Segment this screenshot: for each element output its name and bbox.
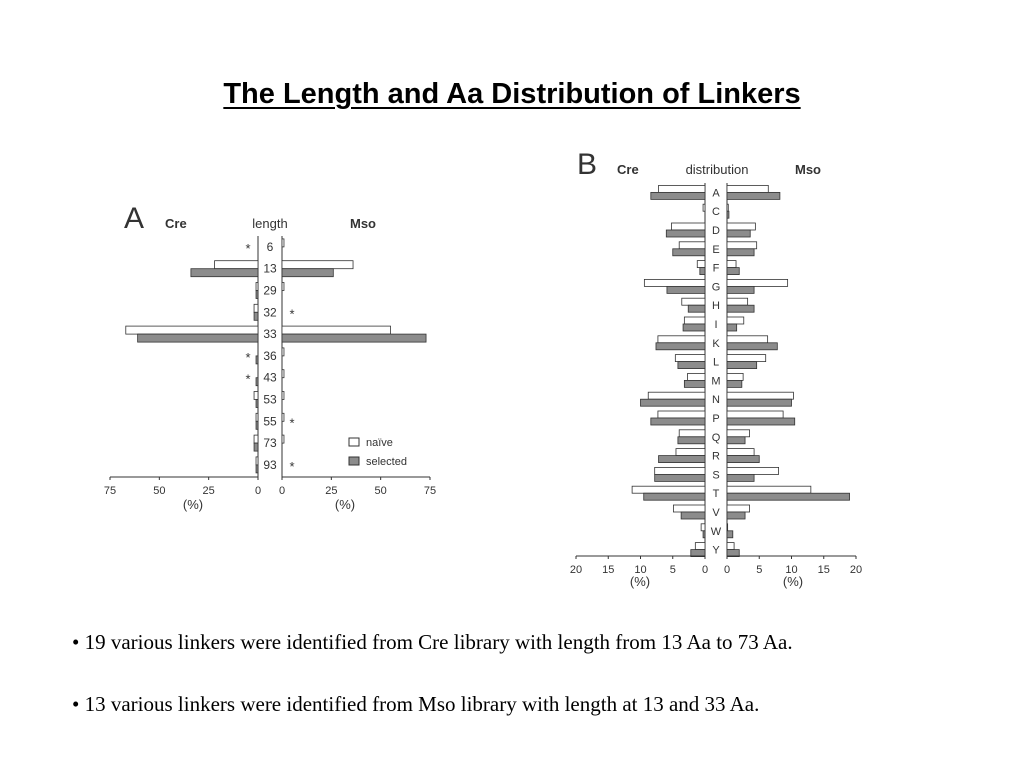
- chart-a-tick-label-left: 0: [254, 485, 262, 497]
- chart-b-bar-left-selected: [673, 249, 705, 256]
- chart-b-category-label: M: [711, 375, 721, 388]
- chart-b-bar-left-naive: [658, 336, 705, 343]
- chart-b-category-label: N: [712, 394, 720, 407]
- chart-b-bar-left-naive: [671, 223, 705, 230]
- chart-b-category-label: F: [712, 262, 720, 275]
- chart-b-category-label: Y: [712, 544, 720, 557]
- chart-b-tick-label-left: 10: [634, 564, 647, 576]
- chart-a-category-label: 73: [263, 436, 277, 451]
- chart-b-category-label: Q: [711, 431, 721, 444]
- chart-b-bar-left-selected: [684, 380, 705, 387]
- bullet-item: • 19 various linkers were identified from Cre library with length from 13 Aa to 73 Aa.: [72, 630, 793, 654]
- chart-a-asterisk: *: [289, 306, 295, 322]
- chart-b-bar-right-naive: [727, 261, 736, 268]
- chart-b-bar-right-naive: [727, 392, 793, 399]
- chart-b-bar-right-selected: [727, 249, 754, 256]
- chart-b-bar-left-naive: [679, 430, 705, 437]
- chart-b-bar-right-selected: [727, 343, 777, 350]
- chart-b-category-label: H: [712, 300, 720, 313]
- chart-b-bar-left-selected: [644, 493, 705, 500]
- chart-a-unit-right: (%): [334, 497, 356, 512]
- chart-a-center-label: length: [252, 216, 288, 231]
- chart-b-category-label: V: [712, 507, 720, 519]
- chart-b-unit-right: (%): [782, 574, 804, 589]
- chart-b-bar-left-naive: [659, 185, 705, 192]
- chart-b-bar-left-naive: [655, 467, 705, 474]
- chart-b-category-label: R: [712, 450, 720, 463]
- chart-b-bar-right-naive: [727, 486, 811, 493]
- chart-b-bar-right-selected: [727, 456, 759, 463]
- chart-b-tick-label-right: 15: [817, 564, 830, 576]
- chart-b-bar-left-naive: [648, 392, 705, 399]
- chart-b-bar-right-naive: [727, 185, 768, 192]
- chart-b-category-label: W: [710, 525, 722, 538]
- legend-label-naive: naïve: [366, 437, 393, 449]
- chart-b-bar-left-selected: [656, 343, 705, 350]
- chart-b-bar-left-naive: [632, 486, 705, 493]
- chart-b-bar-left-selected: [667, 286, 705, 293]
- chart-a-left-label: Cre: [165, 216, 187, 231]
- chart-b-bar-right-naive: [727, 336, 768, 343]
- chart-b-bar-left-selected: [678, 437, 705, 444]
- chart-a-asterisk: *: [289, 415, 295, 431]
- chart-a-category-label: 32: [263, 305, 277, 320]
- chart-b-bar-right-naive: [727, 524, 728, 531]
- chart-a-tick-label-left: 25: [202, 485, 215, 497]
- chart-b-bar-left-selected: [651, 192, 705, 199]
- chart-b-category-label: T: [712, 488, 720, 501]
- chart-a-tick-label-right: 0: [278, 485, 286, 497]
- chart-b-tick-label-right: 5: [756, 564, 763, 576]
- chart-b-bar-right-selected: [727, 380, 742, 387]
- chart-b-bar-right-naive: [727, 279, 788, 286]
- chart-a-tick-label-right: 75: [423, 485, 437, 497]
- chart-b-bar-left-naive: [684, 317, 705, 324]
- chart-a-category-label: 13: [263, 261, 277, 276]
- chart-b-bar-right-naive: [727, 204, 728, 211]
- chart-b-bar-right-naive: [727, 242, 757, 249]
- chart-b-bar-right-naive: [727, 543, 734, 550]
- chart-b-bar-right-selected: [727, 286, 754, 293]
- chart-a-category-label: 53: [263, 392, 277, 407]
- bullet-list: [72, 630, 1002, 754]
- chart-b-tick-label-left: 0: [701, 564, 709, 576]
- chart-b-bar-right-selected: [727, 399, 792, 406]
- chart-a-category-label: 6: [266, 239, 274, 254]
- chart-b-bar-right-selected: [727, 192, 780, 199]
- chart-b-bar-left-naive: [688, 373, 705, 380]
- chart-b-bar-right-selected: [727, 324, 737, 331]
- chart-a-right-label: Mso: [350, 216, 376, 231]
- chart-b-bar-left-selected: [688, 305, 705, 312]
- chart-b-bar-right-naive: [727, 298, 748, 305]
- chart-a-category-label: 93: [263, 457, 277, 472]
- chart-a-tick-label-left: 50: [153, 485, 166, 497]
- chart-a-category-label: 36: [263, 348, 277, 363]
- chart-b-tick-label-right: 0: [723, 564, 731, 576]
- chart-b-bar-right-selected: [727, 305, 754, 312]
- chart-a-unit-left: (%): [182, 497, 204, 512]
- chart-b-bar-left-naive: [658, 411, 705, 418]
- chart-b-bar-left-selected: [651, 418, 705, 425]
- chart-b-bar-left-selected: [700, 268, 705, 275]
- chart-b-bar-right-selected: [727, 493, 850, 500]
- chart-a-category-label: 29: [263, 283, 277, 298]
- chart-a-category-label: 55: [263, 414, 277, 429]
- chart-b-bar-left-naive: [675, 355, 705, 362]
- chart-b-category-label: E: [712, 243, 720, 256]
- chart-b-bar-left-naive: [701, 524, 705, 531]
- chart-b-bar-right-naive: [727, 373, 743, 380]
- chart-a-tick-label-left: 75: [103, 485, 117, 497]
- chart-b-bar-right-naive: [727, 317, 744, 324]
- chart-b-bar-left-selected: [641, 399, 706, 406]
- chart-b-bar-right-naive: [727, 505, 750, 512]
- chart-b-bar-right-selected: [727, 437, 745, 444]
- chart-b-category-label: L: [712, 356, 720, 369]
- chart-b-bar-left-naive: [644, 279, 705, 286]
- chart-b-unit-left: (%): [629, 574, 651, 589]
- chart-b-category-label: G: [711, 281, 721, 294]
- chart-b-right-label: Mso: [795, 162, 821, 177]
- chart-b-bar-right-naive: [727, 430, 750, 437]
- chart-b-bar-right-selected: [727, 531, 733, 538]
- chart-b-bar-left-naive: [697, 261, 705, 268]
- chart-b-bar-left-selected: [683, 324, 705, 331]
- chart-b-bar-right-naive: [727, 223, 755, 230]
- chart-b-bar-left-selected: [703, 531, 705, 538]
- chart-a-asterisk: *: [289, 458, 295, 474]
- chart-b-bar-left-selected: [666, 230, 705, 237]
- chart-b-tick-label-left: 20: [569, 564, 583, 576]
- chart-b-bar-left-naive: [682, 298, 705, 305]
- chart-a-asterisk: *: [245, 240, 251, 256]
- chart-b-bar-right-naive: [727, 411, 783, 418]
- chart-b-bar-right-naive: [727, 449, 754, 456]
- chart-b-bar-left-naive: [676, 449, 705, 456]
- chart-b-tick-label-right: 10: [785, 564, 798, 576]
- chart-a-tick-label-right: 50: [374, 485, 387, 497]
- chart-b-tick-label-right: 20: [849, 564, 863, 576]
- chart-b-bar-left-selected: [678, 362, 705, 369]
- chart-b-bar-left-selected: [659, 456, 705, 463]
- chart-b-center-label: distribution: [685, 162, 749, 177]
- panel-letter-b: B: [577, 148, 598, 181]
- chart-b-category-label: C: [712, 206, 720, 219]
- chart-b-bar-left-selected: [681, 512, 705, 519]
- chart-b-bar-left-naive: [695, 543, 705, 550]
- legend-label-selected: selected: [366, 456, 407, 468]
- chart-b-category-label: K: [712, 337, 720, 350]
- chart-b-category-label: I: [714, 319, 718, 331]
- chart-b-bar-right-selected: [727, 418, 795, 425]
- chart-b-tick-label-left: 5: [669, 564, 676, 576]
- chart-b-category-label: P: [712, 413, 720, 425]
- panel-letter-a: A: [124, 202, 145, 235]
- chart-a-asterisk: *: [245, 349, 251, 365]
- chart-b-category-label: A: [712, 187, 720, 200]
- chart-b-bar-left-selected: [655, 474, 705, 481]
- chart-a-asterisk: *: [245, 371, 251, 387]
- chart-b-bar-right-selected: [727, 474, 754, 481]
- chart-b-bar-right-selected: [727, 268, 739, 275]
- chart-b-bar-right-selected: [727, 211, 729, 218]
- chart-b-left-label: Cre: [617, 162, 639, 177]
- chart-b-bar-left-naive: [703, 204, 705, 211]
- chart-b-bar-right-naive: [727, 355, 766, 362]
- chart-b-bar-right-selected: [727, 362, 757, 369]
- chart-b-category-label: S: [712, 469, 720, 482]
- chart-b-bar-left-naive: [679, 242, 705, 249]
- chart-b-bar-right-naive: [727, 467, 779, 474]
- chart-b-bar-right-selected: [727, 512, 745, 519]
- chart-b-category-label: D: [712, 225, 720, 237]
- chart-a-category-label: 33: [263, 327, 277, 342]
- chart-b-tick-label-left: 15: [602, 564, 615, 576]
- chart-b-bar-right-selected: [727, 230, 750, 237]
- chart-b-bar-left-naive: [673, 505, 705, 512]
- slide-title: The Length and Aa Distribution of Linkers: [223, 78, 801, 110]
- bullet-item: • 13 various linkers were identified from Mso library with length at 13 and 33 Aa.: [72, 692, 760, 716]
- chart-a-category-label: 43: [263, 370, 277, 385]
- chart-a-tick-label-right: 25: [325, 485, 338, 497]
